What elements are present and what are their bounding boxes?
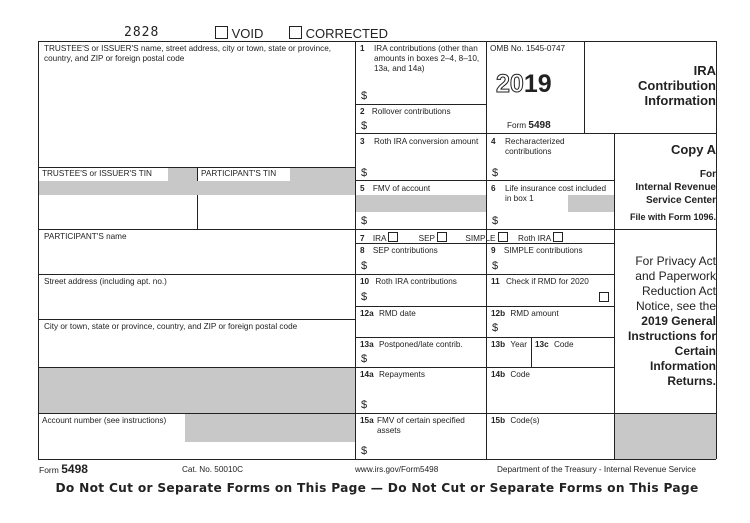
- box15b-number: 15b: [491, 416, 506, 425]
- box9-dollar: $: [492, 260, 499, 272]
- box14a-amount-field[interactable]: [372, 396, 484, 412]
- privacy-line-9: Returns.: [667, 374, 716, 388]
- box14a-text: Repayments: [378, 370, 425, 379]
- account-number-label: Account number (see instructions): [42, 416, 167, 425]
- box1-text: IRA contributions (other than amounts in boxes 2–4, 8–10, 13a, and 14a): [374, 44, 480, 73]
- title-line-2: Contribution: [638, 78, 716, 93]
- box8-dollar: $: [361, 260, 368, 272]
- privacy-line-1: For Privacy Act: [635, 254, 716, 268]
- participant-tin-field[interactable]: [198, 196, 355, 228]
- box7-row: [360, 232, 612, 244]
- footer-cat-no: Cat. No. 50010C: [182, 465, 243, 474]
- privacy-line-7: Certain: [674, 344, 716, 358]
- box8-text: SEP contributions: [372, 246, 438, 255]
- box15b-code-field[interactable]: [487, 428, 613, 458]
- privacy-line-6: Instructions for: [627, 329, 716, 343]
- box12a-label: [360, 309, 416, 319]
- box14a-dollar: $: [361, 399, 368, 411]
- box7-roth-checkbox[interactable]: [553, 232, 563, 242]
- box13c-number: 13c: [535, 340, 549, 349]
- shade-box5: [356, 195, 486, 212]
- box7-number: 7: [360, 234, 365, 243]
- corrected-checkbox-group[interactable]: [289, 26, 388, 41]
- box3-number: 3: [360, 137, 365, 146]
- box12a-text: RMD date: [378, 309, 416, 318]
- box10-label: [360, 277, 457, 287]
- street-address-label: Street address (including apt. no.): [44, 277, 167, 286]
- title-line-1: IRA: [693, 63, 716, 78]
- street-address-field[interactable]: [39, 289, 355, 318]
- box14b-number: 14b: [491, 370, 506, 379]
- box10-amount-field[interactable]: [372, 289, 484, 305]
- corrected-checkbox[interactable]: [289, 26, 302, 39]
- box5-number: 5: [360, 184, 365, 193]
- box12b-text: RMD amount: [510, 309, 559, 318]
- omb-number: OMB No. 1545-0747: [490, 44, 566, 53]
- privacy-line-5: 2019 General: [641, 314, 716, 328]
- box5-label: [360, 184, 430, 194]
- box10-number: 10: [360, 277, 370, 286]
- city-field[interactable]: [39, 334, 355, 366]
- box3-dollar: $: [361, 167, 368, 179]
- footer-department: Department of the Treasury - Internal Revenue Service: [497, 465, 696, 474]
- box12b-dollar: $: [492, 322, 499, 334]
- box6-dollar: $: [492, 215, 499, 227]
- city-label: City or town, state or province, country, and ZIP or foreign postal code: [44, 322, 298, 331]
- box7-roth-label: Roth IRA: [518, 234, 551, 243]
- shade-side-bottom: [615, 414, 716, 459]
- box9-text: SIMPLE contributions: [503, 246, 583, 255]
- footer-url: www.irs.gov/Form5498: [355, 465, 439, 474]
- box13a-text: Postponed/late contrib.: [378, 340, 463, 349]
- box13b-year-field[interactable]: [487, 351, 530, 366]
- box13c-code-field[interactable]: [532, 351, 613, 366]
- box2-label: [360, 107, 451, 117]
- box7-simple-label: SIMPLE: [465, 234, 496, 243]
- box6-number: 6: [491, 184, 496, 193]
- box7-ira-label: IRA: [372, 234, 387, 243]
- participant-name-field[interactable]: [39, 244, 355, 273]
- box4-text: Recharacterized contributions: [505, 137, 565, 156]
- box3-amount-field[interactable]: [372, 165, 484, 179]
- box15b-label: [491, 416, 540, 426]
- box7-ira-checkbox[interactable]: [388, 232, 398, 242]
- box11-text: Check if RMD for 2020: [505, 277, 589, 286]
- corrected-label: CORRECTED: [305, 26, 388, 41]
- box14b-text: Code: [510, 370, 530, 379]
- box8-amount-field[interactable]: [372, 258, 484, 273]
- box12a-date-field[interactable]: [356, 320, 485, 336]
- privacy-line-8: Information: [650, 359, 716, 373]
- box4-number: 4: [491, 137, 496, 146]
- box7-sep-checkbox[interactable]: [437, 232, 447, 242]
- trustee-name-label: TRUSTEE'S or ISSUER'S name, street address, city or town, state or province, country, and ZIP or foreign postal code: [44, 44, 332, 63]
- account-number-field[interactable]: [39, 430, 184, 458]
- for-irs-center: [616, 168, 716, 207]
- box13a-dollar: $: [361, 353, 368, 365]
- box15a-amount-field[interactable]: [372, 443, 484, 458]
- box2-amount-field[interactable]: [372, 118, 484, 132]
- shade-participant-info: [39, 368, 355, 413]
- privacy-line-4: Notice, see the: [635, 299, 716, 313]
- box14a-number: 14a: [360, 370, 374, 379]
- box8-label: [360, 246, 438, 256]
- void-checkbox-group[interactable]: [215, 26, 263, 41]
- participant-name-label: PARTICIPANT'S name: [44, 232, 127, 241]
- box8-number: 8: [360, 246, 365, 255]
- trustee-name-field[interactable]: [39, 66, 355, 166]
- box7-simple-checkbox[interactable]: [498, 232, 508, 242]
- privacy-line-2: and Paperwork: [635, 269, 716, 283]
- box7-sep-label: SEP: [418, 234, 435, 243]
- box15a-label: [360, 416, 482, 436]
- tax-year-bold: 19: [523, 70, 552, 98]
- box9-amount-field[interactable]: [503, 258, 613, 273]
- box13a-amount-field[interactable]: [372, 351, 484, 366]
- title-line-3: Information: [644, 93, 716, 108]
- trustee-tin-label: TRUSTEE'S or ISSUER'S TIN: [42, 169, 156, 179]
- box12a-number: 12a: [360, 309, 374, 318]
- void-label: VOID: [231, 26, 264, 41]
- box13c-label: [535, 340, 574, 350]
- box12b-number: 12b: [491, 309, 506, 318]
- box6-amount-field[interactable]: [503, 213, 613, 228]
- box6-text: Life insurance cost included in box 1: [505, 184, 607, 203]
- box14b-label: [491, 370, 530, 380]
- box3-text: Roth IRA conversion amount: [374, 137, 479, 146]
- privacy-line-3: Reduction Act: [641, 284, 716, 298]
- box15a-dollar: $: [361, 445, 368, 457]
- tax-year: [496, 70, 552, 98]
- box15a-text: FMV of certain specified assets: [377, 416, 465, 435]
- box9-number: 9: [491, 246, 496, 255]
- omb-form-prefix: Form: [507, 121, 527, 130]
- shade-tin-row: [39, 181, 355, 195]
- omb-form-code: 5498: [528, 120, 551, 131]
- for-line-2: Internal Revenue: [635, 182, 716, 193]
- void-checkbox[interactable]: [215, 26, 228, 39]
- box9-label: [491, 246, 583, 256]
- box12b-amount-field[interactable]: [503, 320, 613, 336]
- form-title: [590, 63, 716, 108]
- box3-label: [360, 137, 480, 147]
- box10-dollar: $: [361, 291, 368, 303]
- participant-tin-label: PARTICIPANT'S TIN: [201, 169, 280, 179]
- box1-dollar: $: [361, 90, 368, 102]
- box1-number: 1: [360, 44, 365, 53]
- box12b-label: [491, 309, 559, 319]
- box4-amount-field[interactable]: [503, 165, 613, 179]
- trustee-tin-field[interactable]: [39, 196, 196, 228]
- box13c-text: Code: [553, 340, 574, 349]
- shade-tin-left: [168, 168, 197, 181]
- omb-form-number: [507, 121, 551, 131]
- box15b-text: Code(s): [510, 416, 540, 425]
- box6-label: [491, 184, 613, 204]
- box2-text: Rollover contributions: [371, 107, 451, 116]
- box13b-label: [491, 340, 527, 350]
- box11-label: [491, 277, 589, 287]
- box13b-text: Year: [510, 340, 527, 349]
- box10-text: Roth IRA contributions: [375, 277, 457, 286]
- footer-form-number: [39, 462, 88, 476]
- box2-dollar: $: [361, 120, 368, 132]
- box4-label: [491, 137, 609, 157]
- footer-form-code: 5498: [61, 462, 88, 476]
- box2-number: 2: [360, 107, 365, 116]
- box5-text: FMV of account: [372, 184, 431, 193]
- box1-label: [360, 44, 480, 74]
- footer-form-prefix: Form: [39, 465, 59, 475]
- box14b-code-field[interactable]: [487, 382, 613, 412]
- shade-account: [185, 414, 355, 442]
- box1-amount-field[interactable]: [372, 88, 484, 103]
- box13b-number: 13b: [491, 340, 506, 349]
- box5-amount-field[interactable]: [372, 213, 484, 228]
- tax-year-outline: 20: [496, 70, 524, 98]
- box4-dollar: $: [492, 167, 499, 179]
- file-with-note: File with Form 1096.: [629, 212, 716, 222]
- do-not-cut-notice: Do Not Cut or Separate Forms on This Page — Do Not Cut or Separate Forms on This Page: [55, 481, 699, 495]
- box11-checkbox[interactable]: [599, 292, 609, 302]
- box15a-number: 15a: [360, 416, 374, 425]
- box14a-label: [360, 370, 425, 380]
- for-line-3: Service Center: [645, 195, 716, 206]
- form-code: 2828: [124, 25, 160, 40]
- for-line-1: For: [699, 169, 716, 180]
- box11-number: 11: [491, 277, 500, 286]
- box13a-number: 13a: [360, 340, 374, 349]
- privacy-notice: [616, 254, 716, 389]
- copy-designation: Copy A: [670, 142, 716, 157]
- box13a-label: [360, 340, 463, 350]
- box5-dollar: $: [361, 215, 368, 227]
